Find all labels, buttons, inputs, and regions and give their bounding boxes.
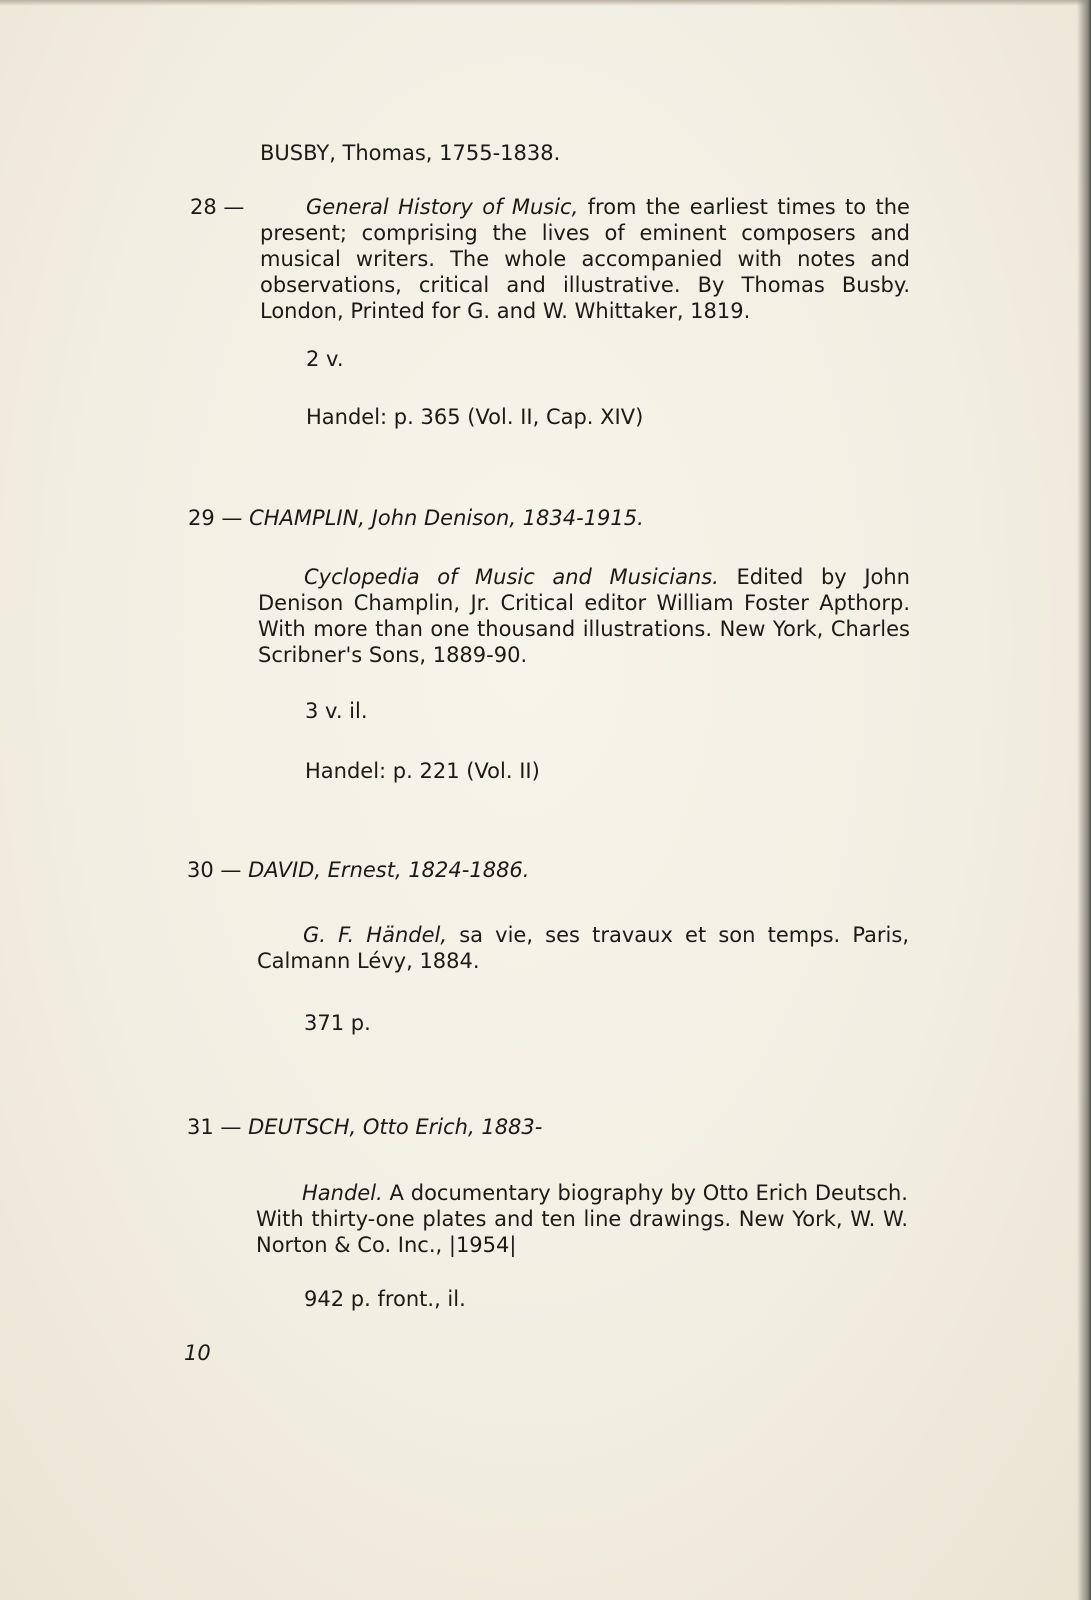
entry-handel-reference: Handel: p. 365 (Vol. II, Cap. XIV) <box>306 405 644 429</box>
entry-number: 28 — <box>190 195 245 219</box>
author-heading: BUSBY, Thomas, 1755-1838. <box>260 141 561 165</box>
entry-collation: 371 p. <box>304 1011 371 1035</box>
entry-number: 31 — <box>187 1115 242 1139</box>
entry-heading <box>187 1114 542 1140</box>
entry-description: A documentary biography by Otto Erich Deutsch. With thirty-one plates and ten line drawings. New York, W. W. Norton & Co. Inc., |1954| <box>256 1181 908 1257</box>
entry-description: sa vie, ses travaux et son temps. Paris, Calmann Lévy, 1884. <box>257 923 910 973</box>
entry-author: CHAMPLIN, John Denison, 1834-1915. <box>249 506 644 530</box>
entry-title: G. F. Händel, <box>303 923 448 947</box>
entry-citation <box>260 194 910 324</box>
entry-author: DEUTSCH, Otto Erich, 1883- <box>248 1115 543 1139</box>
entry-collation: 3 v. il. <box>305 699 368 723</box>
entry-citation <box>256 1180 908 1258</box>
entry-description: Edited by John Denison Champlin, Jr. Critical editor William Foster Apthorp. With more than one thousand illustrations. New York, Charles Scribner's Sons, 1889-90. <box>258 565 910 667</box>
entry-title: Cyclopedia of Music and Musicians. <box>304 565 719 589</box>
entry-number: 30 — <box>187 858 242 882</box>
entry-heading <box>187 857 529 883</box>
entry-description: from the earliest times to the present; comprising the lives of eminent composers and musical writers. The whole accompanied with notes and observations, critical and illustrative. By Thomas Busby. London, Printed for G. and W. Whittaker, 1819. <box>260 195 910 323</box>
page-number: 10 <box>184 1341 211 1365</box>
entry-collation: 942 p. front., il. <box>304 1287 466 1311</box>
entry-collation: 2 v. <box>306 347 344 371</box>
entry-title: Handel. <box>302 1181 383 1205</box>
entry-author: DAVID, Ernest, 1824-1886. <box>248 858 530 882</box>
entry-handel-reference: Handel: p. 221 (Vol. II) <box>305 759 540 783</box>
entry-number: 29 — <box>188 506 243 530</box>
entry-citation <box>258 564 910 668</box>
entry-citation <box>257 922 909 974</box>
entry-heading <box>188 505 644 531</box>
entry-title: General History of Music, <box>306 195 579 219</box>
